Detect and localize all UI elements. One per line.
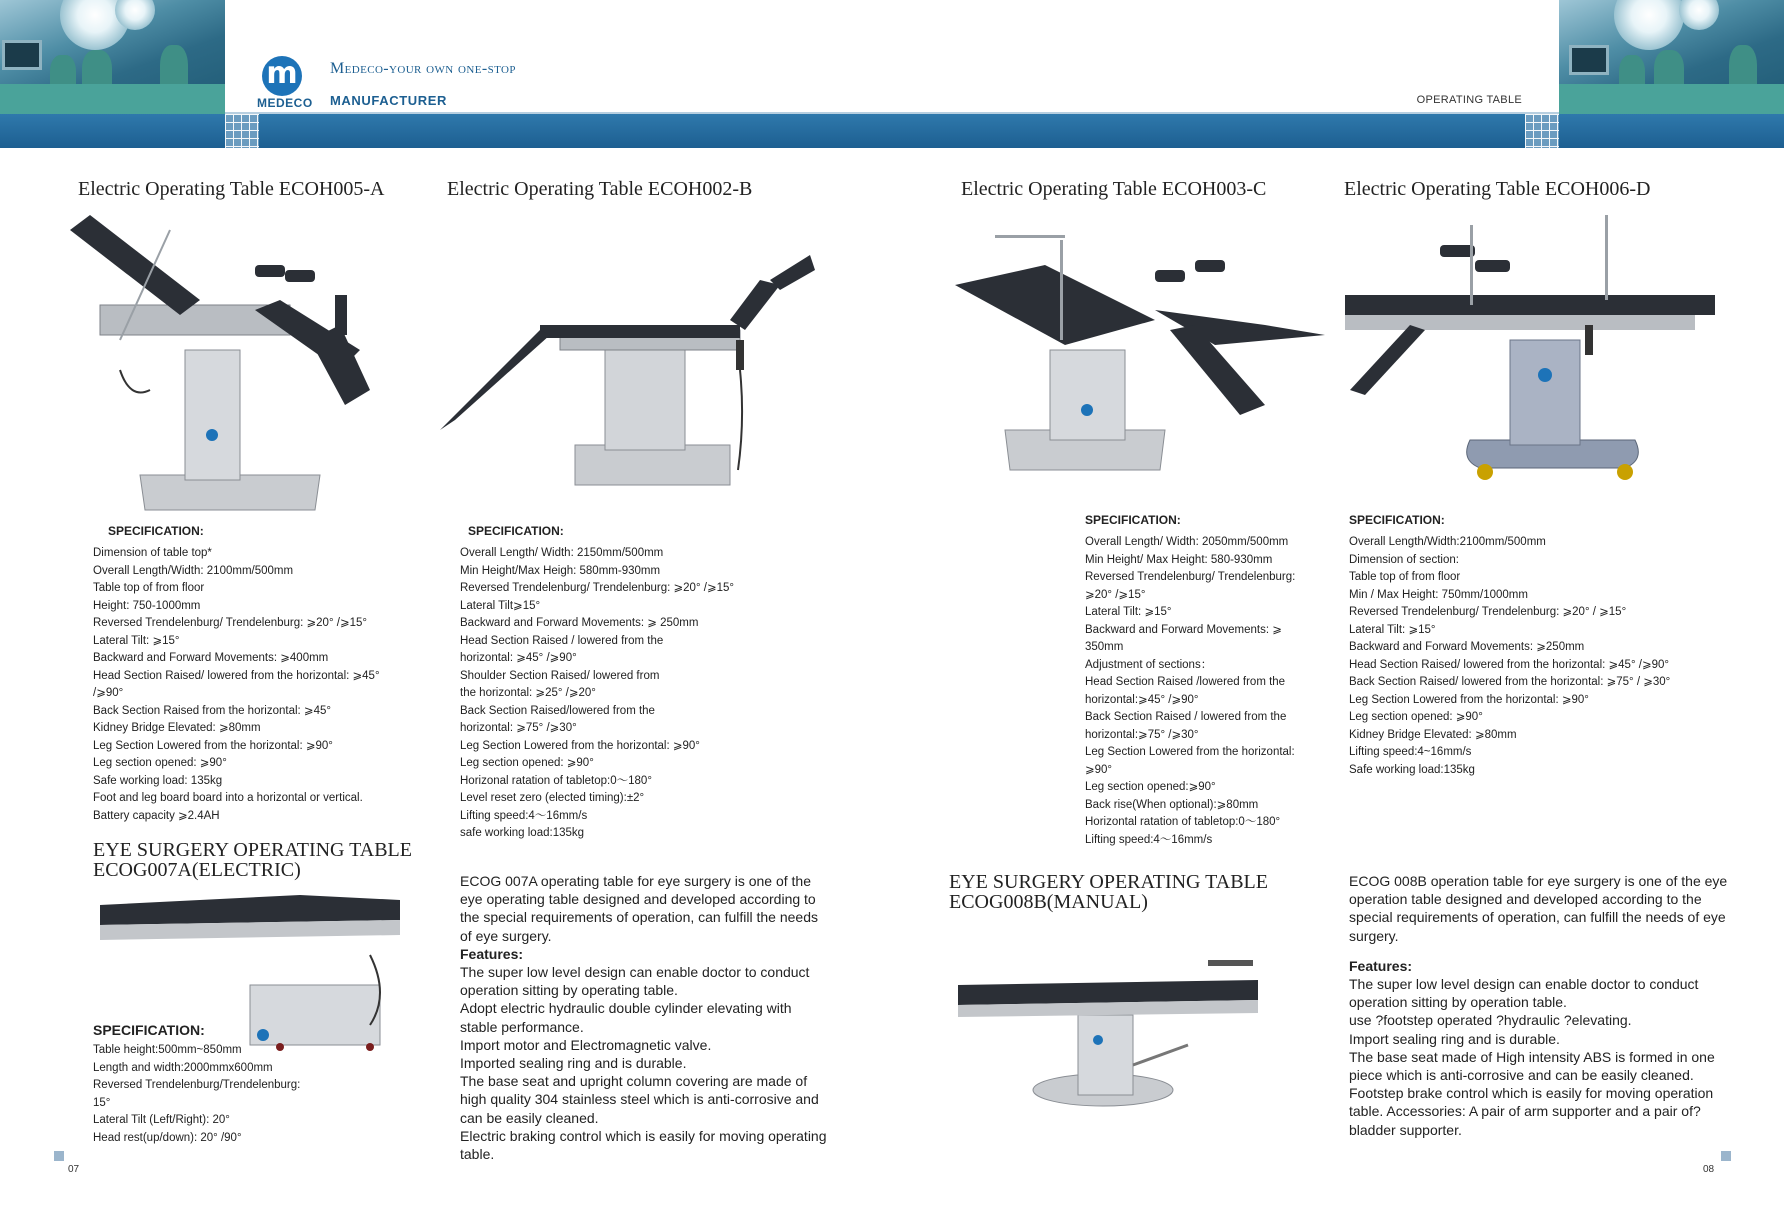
spec-item: Table top of from floor bbox=[93, 582, 205, 594]
spec-item: Horizontal ratation of tabletop:0～180° bbox=[1085, 816, 1281, 828]
spec-item: Reversed Trendelenburg/Trendelenburg: bbox=[93, 1079, 301, 1091]
spec-item: Length and width:2000mmx600mm bbox=[93, 1061, 273, 1074]
intro-text: ECOG 008B operation table for eye surgery is one of the eye operation table designed and developed according to the special requirements of operation, can fulfill the needs of eye surgery. bbox=[1349, 873, 1728, 944]
eye-title-line1: EYE SURGERY OPERATING TABLE bbox=[93, 839, 412, 861]
feature-item: The super low level design can enable doctor to conduct operation sitting by operating table. bbox=[460, 964, 810, 999]
spec-item: Head Section Raised /lowered from the bbox=[1085, 676, 1286, 688]
spec-item: /⩾90° bbox=[93, 687, 124, 699]
spec-item: Leg section opened:⩾90° bbox=[1085, 781, 1216, 793]
feature-item: Import motor and Electromagnetic valve. bbox=[460, 1036, 712, 1053]
tagline: Medeco-your own one-stop bbox=[330, 60, 516, 77]
feature-item: use ?footstep operated ?hydraulic ?elevating. bbox=[1349, 1012, 1632, 1029]
spec-item: safe working load:135kg bbox=[460, 827, 585, 839]
eye-title-ecog008b bbox=[949, 872, 1289, 912]
spec-item: Leg Section Lowered from the horizontal: ⩾90° bbox=[93, 739, 333, 752]
spec-item: Lifting speed:4～16mm/s bbox=[460, 809, 588, 822]
spec-heading-ecoh002b: SPECIFICATION: bbox=[468, 524, 564, 538]
spec-heading-ecog007a: SPECIFICATION: bbox=[93, 1022, 205, 1038]
spec-item: Lifting speed:4~16mm/s bbox=[1349, 746, 1472, 758]
spec-list-ecog007a bbox=[93, 1042, 383, 1147]
spec-item: Lateral Tilt: ⩾15° bbox=[1085, 606, 1172, 618]
spec-item: Horizonal ratation of tabletop:0～180° bbox=[460, 774, 652, 787]
spec-item: Back Section Raised/lowered from the bbox=[460, 704, 655, 717]
spec-list-ecoh003c bbox=[1085, 534, 1335, 849]
product-title-ecoh002b: Electric Operating Table ECOH002-B bbox=[447, 178, 753, 200]
page-marker-right bbox=[1721, 1151, 1731, 1161]
spec-item: Adjustment of sections： bbox=[1085, 658, 1213, 671]
spec-item: Overall Length/Width:2100mm/500mm bbox=[1349, 536, 1546, 548]
page-number-left: 07 bbox=[68, 1164, 80, 1175]
spec-item: Leg section opened: ⩾90° bbox=[1349, 711, 1483, 723]
spec-item: Head Section Raised/ lowered from the horizontal: ⩾45° /⩾90° bbox=[1349, 658, 1669, 671]
table-illustration-ecoh005a bbox=[60, 210, 405, 515]
features-label: Features: bbox=[1349, 957, 1413, 974]
feature-item: The base seat made of High intensity ABS is formed in one piece which is anti-corrosive and can be easily cleaned. bbox=[1349, 1048, 1715, 1084]
table-illustration-ecog008b bbox=[958, 955, 1308, 1110]
spec-list-ecoh002b bbox=[460, 545, 800, 843]
spec-item: Lifting speed:4～16mm/s bbox=[1085, 833, 1213, 846]
header-grid-right bbox=[1525, 114, 1559, 148]
tagline-manufacturer: MANUFACTURER bbox=[330, 93, 447, 108]
spec-item: Back Section Raised from the horizontal: ⩾45° bbox=[93, 704, 331, 717]
spec-item: horizontal: ⩾75° /⩾30° bbox=[460, 722, 577, 734]
spec-item: horizontal:⩾45° /⩾90° bbox=[1085, 693, 1199, 706]
spec-item: the horizontal: ⩾25° /⩾20° bbox=[460, 687, 596, 699]
spec-item: Head Section Raised/ lowered from the horizontal: ⩾45° bbox=[93, 669, 380, 682]
table-illustration-ecoh002b bbox=[440, 250, 820, 495]
spec-item: Safe working load: 135kg bbox=[93, 774, 223, 787]
spec-item: Kidney Bridge Elevated: ⩾80mm bbox=[93, 722, 261, 734]
spec-heading-ecoh005a: SPECIFICATION: bbox=[108, 524, 204, 538]
spec-item: Overall Length/Width: 2100mm/500mm bbox=[93, 564, 294, 577]
spec-item: Overall Length/ Width: 2150mm/500mm bbox=[460, 547, 664, 559]
eye-title-line1: EYE SURGERY OPERATING TABLE bbox=[949, 871, 1268, 893]
spec-item: Head Section Raised / lowered from the bbox=[460, 634, 664, 647]
product-title-ecoh006d: Electric Operating Table ECOH006-D bbox=[1344, 178, 1651, 200]
spec-item: Head rest(up/down): 20° /90° bbox=[93, 1131, 242, 1144]
feature-item: Imported sealing ring and is durable. bbox=[460, 1055, 687, 1072]
intro-text: ECOG 007A operating table for eye surgery is one of the eye operating table designed and developed according to the special requirements of operation, can fulfill the needs of eye surgery. bbox=[460, 873, 818, 944]
spec-item: Leg section opened: ⩾90° bbox=[93, 757, 227, 769]
eye-title-line2: ECOG008B(MANUAL) bbox=[949, 891, 1148, 913]
spec-item: Foot and leg board board into a horizontal or vertical. bbox=[93, 792, 363, 804]
feature-item: The super low level design can enable doctor to conduct operation sitting by operation table. bbox=[1349, 976, 1699, 1011]
page-number-right: 08 bbox=[1703, 1164, 1715, 1175]
spec-item: Table height:500mm~850mm bbox=[93, 1044, 242, 1056]
spec-item: Table top of from floor bbox=[1349, 571, 1461, 583]
spec-item: Dimension of table top* bbox=[93, 547, 212, 559]
spec-item: Lateral Tilt⩾15° bbox=[460, 599, 541, 612]
spec-item: Leg section opened: ⩾90° bbox=[460, 757, 594, 769]
eye-title-line2: ECOG007A(ELECTRIC) bbox=[93, 859, 301, 881]
feature-item: Footstep brake control which is easily for moving operation table. Accessories: A pair of arm supporter and a pair of?bladder supporter. bbox=[1349, 1085, 1714, 1138]
spec-item: horizontal:⩾75° /⩾30° bbox=[1085, 728, 1199, 741]
spec-item: Min / Max Height: 750mm/1000mm bbox=[1349, 588, 1528, 601]
spec-item: Reversed Trendelenburg/ Trendelenburg: ⩾20° /⩾15° bbox=[460, 582, 734, 594]
product-title-ecoh003c: Electric Operating Table ECOH003-C bbox=[961, 178, 1267, 200]
spec-item: Reversed Trendelenburg/ Trendelenburg: ⩾20° / ⩾15° bbox=[1349, 606, 1627, 618]
description-ecog008b bbox=[1349, 872, 1729, 1139]
spec-item: Backward and Forward Movements: ⩾ 250mm bbox=[460, 617, 699, 629]
spec-item: Backward and Forward Movements: ⩾250mm bbox=[1349, 641, 1585, 653]
spec-item: Shoulder Section Raised/ lowered from bbox=[460, 669, 660, 682]
spec-item: Back Section Raised / lowered from the bbox=[1085, 711, 1287, 723]
spec-item: Reversed Trendelenburg/ Trendelenburg: bbox=[1085, 571, 1296, 583]
spec-list-ecoh006d bbox=[1349, 534, 1729, 779]
spec-item: Min Height/ Max Height: 580-930mm bbox=[1085, 553, 1273, 566]
spec-item: Backward and Forward Movements: ⩾ bbox=[1085, 623, 1282, 636]
spec-item: Lateral Tilt: ⩾15° bbox=[93, 634, 180, 647]
spec-heading-ecoh003c: SPECIFICATION: bbox=[1085, 513, 1181, 527]
spec-item: Backward and Forward Movements: ⩾400mm bbox=[93, 652, 329, 664]
spec-heading-ecoh006d: SPECIFICATION: bbox=[1349, 513, 1445, 527]
spec-item: Leg Section Lowered from the horizontal: bbox=[1085, 746, 1295, 758]
features-label: Features: bbox=[460, 945, 524, 962]
spec-item: Leg Section Lowered from the horizontal: ⩾90° bbox=[1349, 693, 1589, 706]
feature-item: Adopt electric hydraulic double cylinder elevating with stable performance. bbox=[460, 1000, 792, 1035]
header-photo-left bbox=[0, 0, 225, 114]
product-title-ecoh005a: Electric Operating Table ECOH005-A bbox=[78, 178, 385, 200]
spec-item: Dimension of section: bbox=[1349, 553, 1459, 566]
header-band bbox=[0, 114, 1784, 148]
spec-item: Leg Section Lowered from the horizontal: ⩾90° bbox=[460, 739, 700, 752]
feature-item: Import sealing ring and is durable. bbox=[1349, 1030, 1560, 1047]
spec-item: ⩾20° /⩾15° bbox=[1085, 588, 1146, 601]
spec-item: horizontal: ⩾45° /⩾90° bbox=[460, 652, 577, 664]
feature-item: The base seat and upright column covering are made of high quality 304 stainless steel which is anti-corrosive and can be easily cleaned. bbox=[460, 1073, 819, 1126]
table-illustration-ecoh003c bbox=[955, 235, 1325, 475]
header-rule bbox=[225, 112, 1559, 114]
description-ecog007a bbox=[460, 872, 830, 1163]
spec-item: Lateral Tilt (Left/Right): 20° bbox=[93, 1114, 230, 1126]
spec-item: 15° bbox=[93, 1096, 111, 1109]
spec-item: Reversed Trendelenburg/ Trendelenburg: ⩾20° /⩾15° bbox=[93, 617, 367, 629]
feature-item: Electric braking control which is easily for moving operating table. bbox=[460, 1127, 827, 1163]
logo-mark: m bbox=[262, 56, 302, 96]
spec-item: Safe working load:135kg bbox=[1349, 763, 1475, 776]
spec-item: Kidney Bridge Elevated: ⩾80mm bbox=[1349, 728, 1517, 741]
spec-list-ecoh005a bbox=[93, 545, 433, 825]
section-label: OPERATING TABLE bbox=[1416, 94, 1522, 106]
logo-text: MEDECO bbox=[257, 96, 313, 110]
spec-item: Back rise(When optional):⩾80mm bbox=[1085, 798, 1259, 811]
header-grid-left bbox=[225, 114, 259, 148]
eye-title-ecog007a bbox=[93, 840, 433, 880]
spec-item: Level reset zero (elected timing):±2° bbox=[460, 792, 645, 804]
spec-item: Overall Length/ Width: 2050mm/500mm bbox=[1085, 536, 1289, 548]
spec-item: 350mm bbox=[1085, 641, 1124, 653]
spec-item: Lateral Tilt: ⩾15° bbox=[1349, 623, 1436, 636]
spec-item: Battery capacity ⩾2.4AH bbox=[93, 809, 220, 822]
header-photo-right bbox=[1559, 0, 1784, 114]
page-marker-left bbox=[54, 1151, 64, 1161]
spec-item: Min Height/Max Heigh: 580mm-930mm bbox=[460, 564, 661, 577]
spec-item: ⩾90° bbox=[1085, 763, 1113, 776]
spec-item: Height: 750-1000mm bbox=[93, 599, 201, 612]
spec-item: Back Section Raised/ lowered from the horizontal: ⩾75° / ⩾30° bbox=[1349, 676, 1671, 688]
table-illustration-ecoh006d bbox=[1345, 210, 1725, 485]
